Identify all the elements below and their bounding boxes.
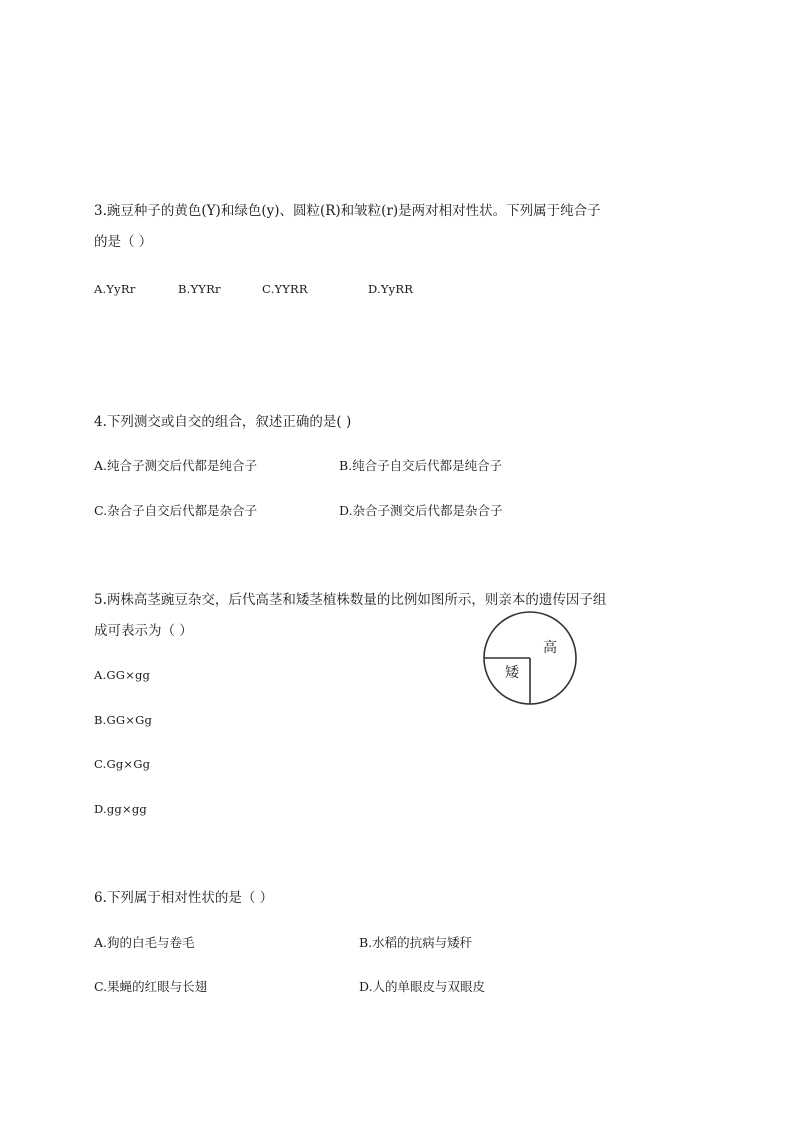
question-5-stem-line2: 成可表示为（ ） — [94, 623, 193, 639]
pie-label-short: 矮 — [505, 665, 519, 681]
question-4-option-a: A.纯合子测交后代都是纯合子 — [94, 458, 258, 473]
question-6-option-a: A.狗的白毛与卷毛 — [94, 935, 195, 950]
question-6-option-c: C.果蝇的红眼与长翅 — [94, 979, 208, 994]
question-5-option-d: D.gg×gg — [94, 802, 147, 816]
question-6-option-d: D.人的单眼皮与双眼皮 — [359, 979, 486, 994]
question-3-stem-line2: 的是（ ） — [94, 234, 153, 250]
question-4-option-b: B.纯合子自交后代都是纯合子 — [339, 458, 503, 473]
question-6-option-b: B.水稻的抗病与矮秆 — [359, 935, 473, 950]
question-5-option-b: B.GG×Gg — [94, 713, 153, 727]
question-4-option-c: C.杂合子自交后代都是杂合子 — [94, 503, 258, 518]
question-3-option-b: B.YYRr — [178, 282, 221, 296]
question-5-option-c: C.Gg×Gg — [94, 757, 151, 771]
question-3-option-a: A.YyRr — [94, 282, 136, 296]
question-3-option-d: D.YyRR — [368, 282, 414, 296]
question-4-stem: 4.下列测交或自交的组合，叙述正确的是( ) — [94, 414, 352, 430]
question-3-stem-line1: 3.豌豆种子的黄色(Y)和绿色(y)、圆粒(R)和皱粒(r)是两对相对性状。下列属于纯合子 — [94, 203, 601, 219]
question-4-option-d: D.杂合子测交后代都是杂合子 — [339, 503, 503, 518]
question-5-option-a: A.GG×gg — [94, 668, 151, 682]
pie-label-tall: 高 — [543, 640, 557, 656]
question-5-stem-line1: 5.两株高茎豌豆杂交，后代高茎和矮茎植株数量的比例如图所示，则亲本的遗传因子组 — [94, 592, 607, 608]
question-3-option-c: C.YYRR — [262, 282, 308, 296]
question-6-stem: 6.下列属于相对性状的是（ ） — [94, 890, 274, 906]
ratio-pie-figure — [482, 610, 578, 706]
